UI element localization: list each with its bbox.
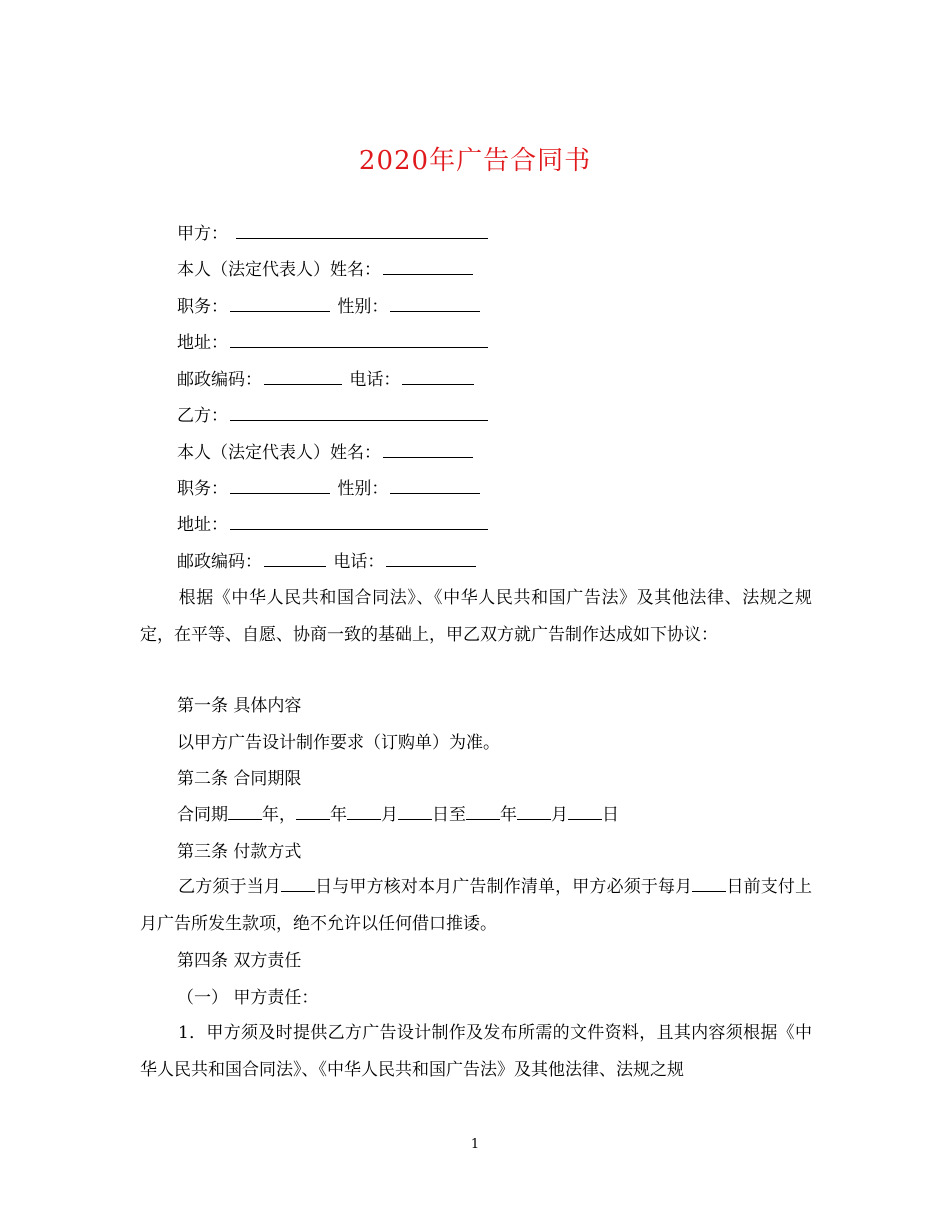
party-b-phone-label: 电话： xyxy=(333,552,385,572)
party-a-postcode-label: 邮政编码： xyxy=(177,370,262,390)
article2-heading: 第二条 合同期限 xyxy=(177,769,302,789)
article4-heading: 第四条 双方责任 xyxy=(177,951,302,971)
party-b-postcode-label: 邮政编码： xyxy=(177,552,262,572)
payment-text-2: 日与甲方核对本月广告制作清单，甲方必须于每月 xyxy=(315,877,693,897)
party-b-line xyxy=(177,404,490,428)
party-a-address-blank[interactable] xyxy=(230,331,488,348)
payment-day-blank-1[interactable] xyxy=(281,875,315,892)
party-a-phone-label: 电话： xyxy=(349,370,401,390)
period-year-2: 年 xyxy=(330,805,347,825)
party-a-address-label: 地址： xyxy=(177,333,228,353)
period-day-blank-1[interactable] xyxy=(398,803,432,820)
article1-heading: 第一条 具体内容 xyxy=(177,696,302,716)
period-year-1: 年 xyxy=(262,805,279,825)
party-b-rep-label: 本人（法定代表人）姓名： xyxy=(177,443,381,463)
period-month-blank-1[interactable] xyxy=(347,803,381,820)
party-a-address-line xyxy=(177,331,490,355)
page-number: 1 xyxy=(470,1137,480,1152)
period-year-3: 年 xyxy=(500,805,517,825)
period-month-1: 月 xyxy=(381,805,398,825)
period-comma: ， xyxy=(279,805,296,825)
party-b-gender-blank[interactable] xyxy=(390,477,480,494)
party-a-rep-line xyxy=(177,258,475,282)
period-month-2: 月 xyxy=(551,805,568,825)
period-month-blank-2[interactable] xyxy=(517,803,551,820)
period-year-blank-3[interactable] xyxy=(466,803,500,820)
article3-heading: 第三条 付款方式 xyxy=(177,842,302,862)
duty-item-1 xyxy=(140,1015,812,1088)
party-a-position-blank[interactable] xyxy=(230,295,330,312)
payment-text-1: 乙方须于当月 xyxy=(178,877,281,897)
party-a-position-line xyxy=(177,295,482,319)
party-b-address-blank[interactable] xyxy=(230,513,488,530)
party-a-rep-label: 本人（法定代表人）姓名： xyxy=(177,260,381,280)
period-year-blank-1[interactable] xyxy=(228,803,262,820)
payment-paragraph xyxy=(140,869,812,942)
party-b-rep-blank[interactable] xyxy=(383,441,473,458)
period-year-blank-2[interactable] xyxy=(296,803,330,820)
payment-text-3: 日 xyxy=(726,877,744,897)
period-day-end: 日 xyxy=(602,805,619,825)
party-b-address-line xyxy=(177,513,490,537)
intro-paragraph xyxy=(140,580,812,653)
article1-text: 以甲方广告设计制作要求（订购单）为准。 xyxy=(177,733,500,753)
party-a-rep-blank[interactable] xyxy=(383,258,473,275)
party-b-position-label: 职务： xyxy=(177,479,228,499)
party-b-phone-blank[interactable] xyxy=(386,550,476,567)
party-a-duties-heading: （一） 甲方责任： xyxy=(177,988,319,1008)
party-a-gender-blank[interactable] xyxy=(390,295,480,312)
party-b-postcode-line xyxy=(177,550,478,574)
party-a-postcode-blank[interactable] xyxy=(264,368,342,385)
party-b-gender-label: 性别： xyxy=(337,479,389,499)
payment-day-blank-2[interactable] xyxy=(692,875,726,892)
period-day-to: 日至 xyxy=(432,805,466,825)
party-b-blank[interactable] xyxy=(230,404,488,421)
party-b-address-label: 地址： xyxy=(177,515,228,535)
party-a-gender-label: 性别： xyxy=(337,297,389,317)
intro-text: 根据《中华人民共和国合同法》、《中华人民共和国广告法》及其他法律、法规之规定，在平等、自愿、协商一致的基础上，甲乙双方就广告制作达成如下协议： xyxy=(140,588,812,645)
party-a-blank[interactable] xyxy=(236,222,488,239)
period-day-blank-2[interactable] xyxy=(568,803,602,820)
party-b-label: 乙方： xyxy=(177,406,228,426)
party-b-position-blank[interactable] xyxy=(230,477,330,494)
duty-item-1-text: 1．甲方须及时提供乙方广告设计制作及发布所需的文件资料，且其内容须根据《中华人民共和国合同法》、《中华人民共和国广告法》及其他法律、法规之规 xyxy=(140,1023,812,1080)
party-b-rep-line xyxy=(177,441,475,465)
party-b-position-line xyxy=(177,477,482,501)
payment-text-4: 前支付上月广告所发生款项，绝不允许以任何借口推诿。 xyxy=(140,877,813,934)
party-a-label: 甲方： xyxy=(177,224,228,244)
contract-period-line xyxy=(177,803,619,827)
party-b-postcode-blank[interactable] xyxy=(264,550,326,567)
party-a-position-label: 职务： xyxy=(177,297,228,317)
party-a-postcode-line xyxy=(177,368,476,392)
contract-period-label: 合同期 xyxy=(177,805,228,825)
document-title: 2020年广告合同书 xyxy=(358,146,592,176)
party-a-line xyxy=(177,222,490,246)
party-a-phone-blank[interactable] xyxy=(402,368,474,385)
